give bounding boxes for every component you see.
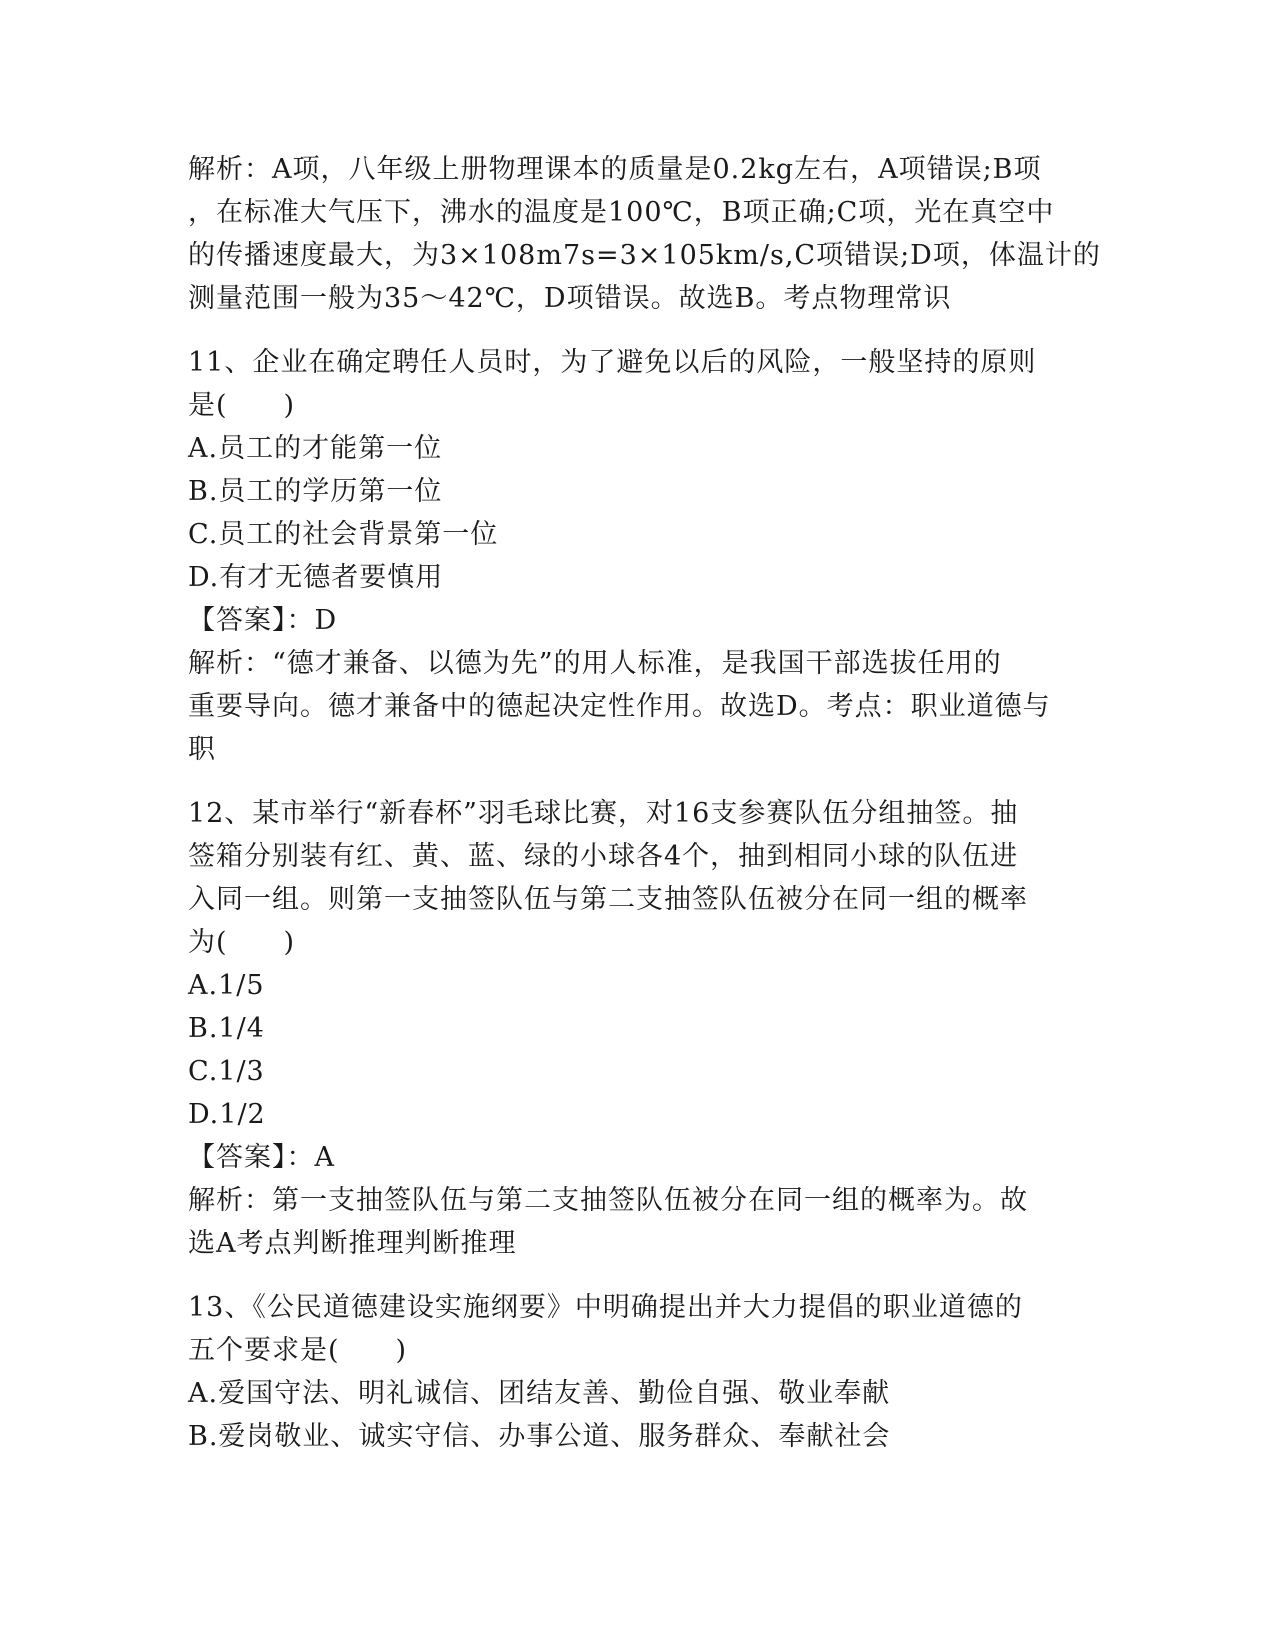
explanation-line: 解析：“德才兼备、以德为先”的用人标准，是我国干部选拔任用的 bbox=[188, 648, 1002, 679]
question-11 bbox=[188, 341, 1088, 771]
question-12 bbox=[188, 792, 1088, 1265]
explanation-line: 测量范围一般为35～42℃，D项错误。故选B。考点物理常识 bbox=[188, 283, 952, 314]
explanation-line: 的传播速度最大，为3×108m7s=3×105km/s,C项错误;D项，体温计的 bbox=[188, 240, 1101, 271]
answer-line: 【答案】：D bbox=[188, 605, 338, 636]
question-stem: 入同一组。则第一支抽签队伍与第二支抽签队伍被分在同一组的概率 bbox=[188, 884, 1028, 915]
question-stem: 13、《公民道德建设实施纲要》中明确提出并大力提倡的职业道德的 bbox=[188, 1292, 1023, 1323]
option-a: A.员工的才能第一位 bbox=[188, 433, 443, 464]
explanation-line: ，在标准大气压下，沸水的温度是100℃，B项正确;C项，光在真空中 bbox=[188, 197, 1055, 228]
explanation-line: 选A考点判断推理判断推理 bbox=[188, 1228, 517, 1259]
option-b: B.员工的学历第一位 bbox=[188, 476, 443, 507]
option-a: A.爱国守法、明礼诚信、团结友善、勤俭自强、敬业奉献 bbox=[188, 1378, 891, 1409]
answer-line: 【答案】：A bbox=[188, 1142, 335, 1173]
explanation-line: 解析：第一支抽签队伍与第二支抽签队伍被分在同一组的概率为。故 bbox=[188, 1185, 1028, 1216]
explanation-line: 职 bbox=[188, 734, 216, 765]
question-stem: 五个要求是( ) bbox=[188, 1335, 408, 1366]
question-stem: 是( ) bbox=[188, 390, 296, 421]
option-b: B.爱岗敬业、诚实守信、办事公道、服务群众、奉献社会 bbox=[188, 1421, 891, 1452]
question-stem: 11、企业在确定聘任人员时，为了避免以后的风险，一般坚持的原则 bbox=[188, 347, 1037, 378]
question-13 bbox=[188, 1286, 1088, 1458]
question-stem: 签箱分别装有红、黄、蓝、绿的小球各4个，抽到相同小球的队伍进 bbox=[188, 841, 1019, 872]
explanation-line: 重要导向。德才兼备中的德起决定性作用。故选D。考点：职业道德与 bbox=[188, 691, 1051, 722]
document-page bbox=[188, 148, 1101, 1458]
question-stem: 为( ) bbox=[188, 927, 296, 958]
q10-explanation-block bbox=[188, 148, 1101, 320]
option-b: B.1/4 bbox=[188, 1013, 265, 1044]
question-stem: 12、某市举行“新春杯”羽毛球比赛，对16支参赛队伍分组抽签。抽 bbox=[188, 798, 1019, 829]
option-c: C.1/3 bbox=[188, 1056, 265, 1087]
explanation-line: 解析：A项，八年级上册物理课本的质量是0.2kg左右，A项错误;B项 bbox=[188, 154, 1042, 185]
option-a: A.1/5 bbox=[188, 970, 265, 1001]
option-d: D.有才无德者要慎用 bbox=[188, 562, 444, 593]
option-c: C.员工的社会背景第一位 bbox=[188, 519, 499, 550]
option-d: D.1/2 bbox=[188, 1099, 266, 1130]
